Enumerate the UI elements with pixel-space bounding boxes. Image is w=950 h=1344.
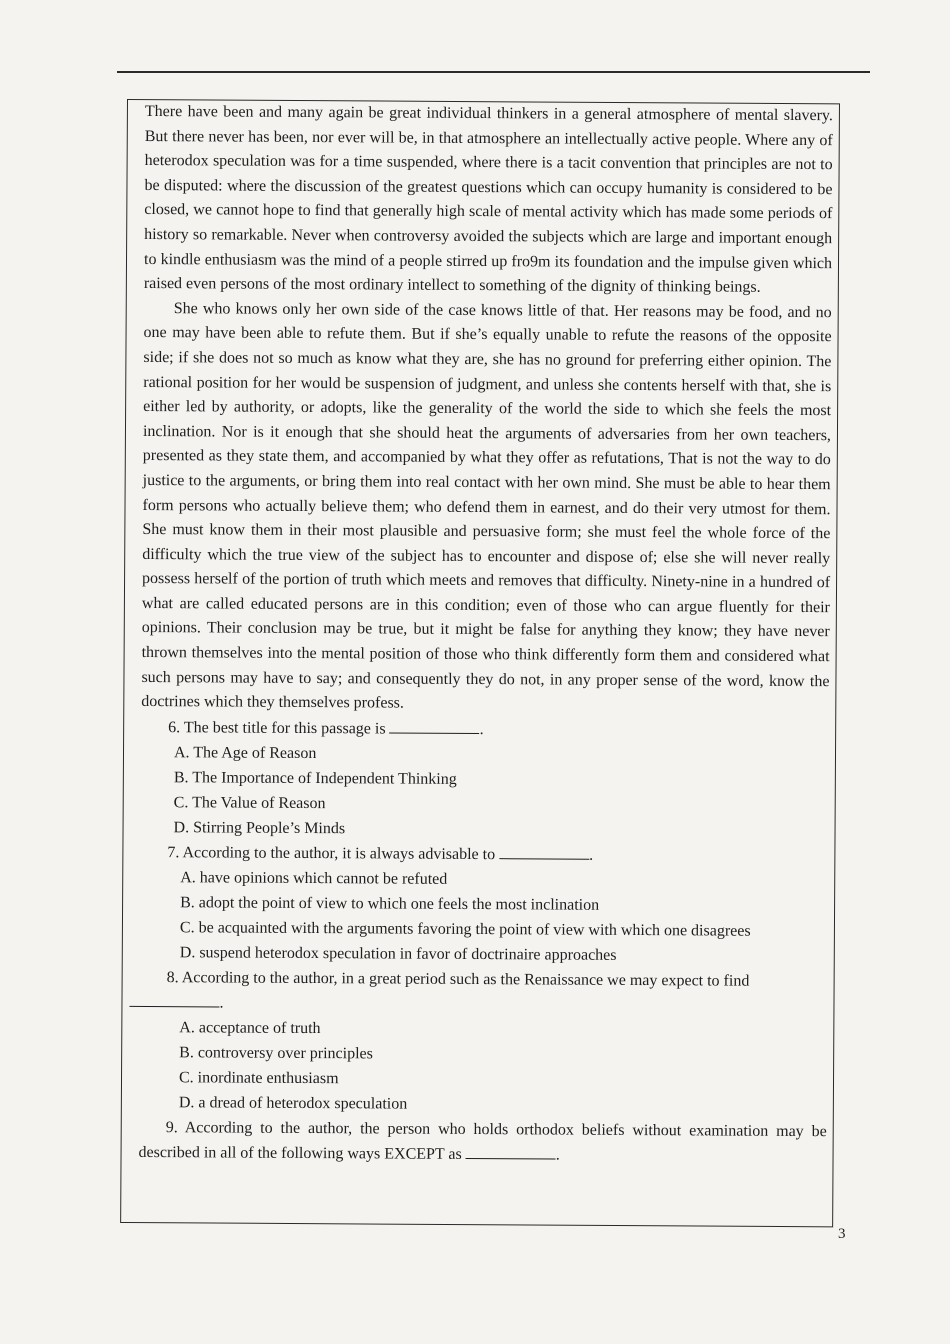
option-8b: B. controversy over principles — [179, 1044, 373, 1063]
option-6a: A. The Age of Reason — [173, 744, 317, 762]
page-number: 3 — [838, 1226, 846, 1242]
question-8-period: . — [219, 994, 224, 1012]
question-9-period: . — [555, 1146, 560, 1164]
option-6d: D. Stirring People’s Minds — [173, 819, 346, 838]
header-rule — [117, 71, 870, 73]
option-7a: A. have opinions which cannot be refuted — [180, 869, 448, 888]
answer-blank — [499, 842, 589, 860]
question-6-stem: 6. The best title for this passage is — [168, 718, 386, 738]
page-content — [138, 100, 832, 1169]
question-7-period: . — [589, 846, 594, 864]
question-7 — [140, 840, 829, 969]
option-8d: D. a dread of heterodox speculation — [178, 1094, 408, 1113]
question-8 — [139, 965, 828, 1119]
option-8a: A. acceptance of truth — [179, 1019, 321, 1037]
answer-blank — [466, 1142, 556, 1160]
question-9-stem: 9. According to the author, the person who holds orthodox beliefs without examination may be described in all of the following ways EXCEPT as — [138, 1118, 827, 1163]
option-7d: D. suspend heterodox speculation in favor of doctrinaire approaches — [179, 944, 617, 964]
option-6b: B. The Importance of Independent Thinking — [173, 769, 457, 788]
answer-blank — [129, 990, 219, 1008]
question-6-period: . — [479, 720, 484, 738]
option-6c: C. The Value of Reason — [173, 794, 326, 812]
option-7b: B. adopt the point of view to which one feels the most inclination — [180, 894, 600, 914]
passage-paragraph-1: There have been and many again be great individual thinkers in a general atmosphere of mental slavery. But there never has been, nor ever will be, in that atmosphere an intellectually active people. Where any of heterodox speculation was for a time suspended, where there is a tacit convention that principles are not to be disputed: where the discussion of the greatest questions which can occupy humanity is considered to be closed, we cannot hope to find that generally high scale of mental activity which has made some periods of history so remarkable. Never when controversy avoided the subjects which are large and important enough to kindle enthusiasm was the mind of a people stirred up fro9m its foundation and the impulse given which raised even persons of the most ordinary intellect to something of the dignity of thinking beings. — [143, 102, 833, 296]
question-9 — [138, 1115, 826, 1169]
question-8-stem: 8. According to the author, in a great period such as the Renaissance we may expect to find — [166, 968, 750, 990]
option-7c: C. be acquainted with the arguments favoring the point of view with which one disagrees — [179, 919, 751, 940]
question-6 — [140, 715, 829, 844]
answer-blank — [390, 716, 480, 734]
option-8c: C. inordinate enthusiasm — [178, 1069, 339, 1088]
question-7-stem: 7. According to the author, it is always advisable to — [167, 843, 496, 863]
passage-paragraph-2: She who knows only her own side of the case knows little of that. Her reasons may be food, and no one may have been able to refute them. But if she’s equally unable to refute the reasons of the opposite side; if she does not so much as know what they are, she has no ground for preferring either opinion. The rational position for her would be suspension of judgment, and unless she contents herself with that, she is either led by authority, or adopts, like the generality of the world the side to which she feels the most inclination. Nor is it enough that she should heat the arguments of adversaries from her own teachers, presented as they state them, and accompanied by what they offer as refutations, That is not the way to do justice to the arguments, or bring them into real contact with her own mind. She must be able to hear them form persons who actually believe them; who defend them in earnest, and do their very utmost for them. She must know them in their most plausible and persuasive form; she must feel the whole force of the difficulty which the true view of the subject has to encounter and dispose of; else she will never really possess herself of the portion of truth which meets and removes that difficulty. Ninety-nine in a hundred of what are called educated persons are in this condition; even of those who can argue fluently for their opinions. Their conclusion may be true, but it might be false for anything they know; they have never thrown themselves into the mental position of those who think differently form them and considered what such persons may have to say; and consequently they do not, in any proper sense of the word, know the doctrines which they themselves profess. — [141, 299, 832, 712]
